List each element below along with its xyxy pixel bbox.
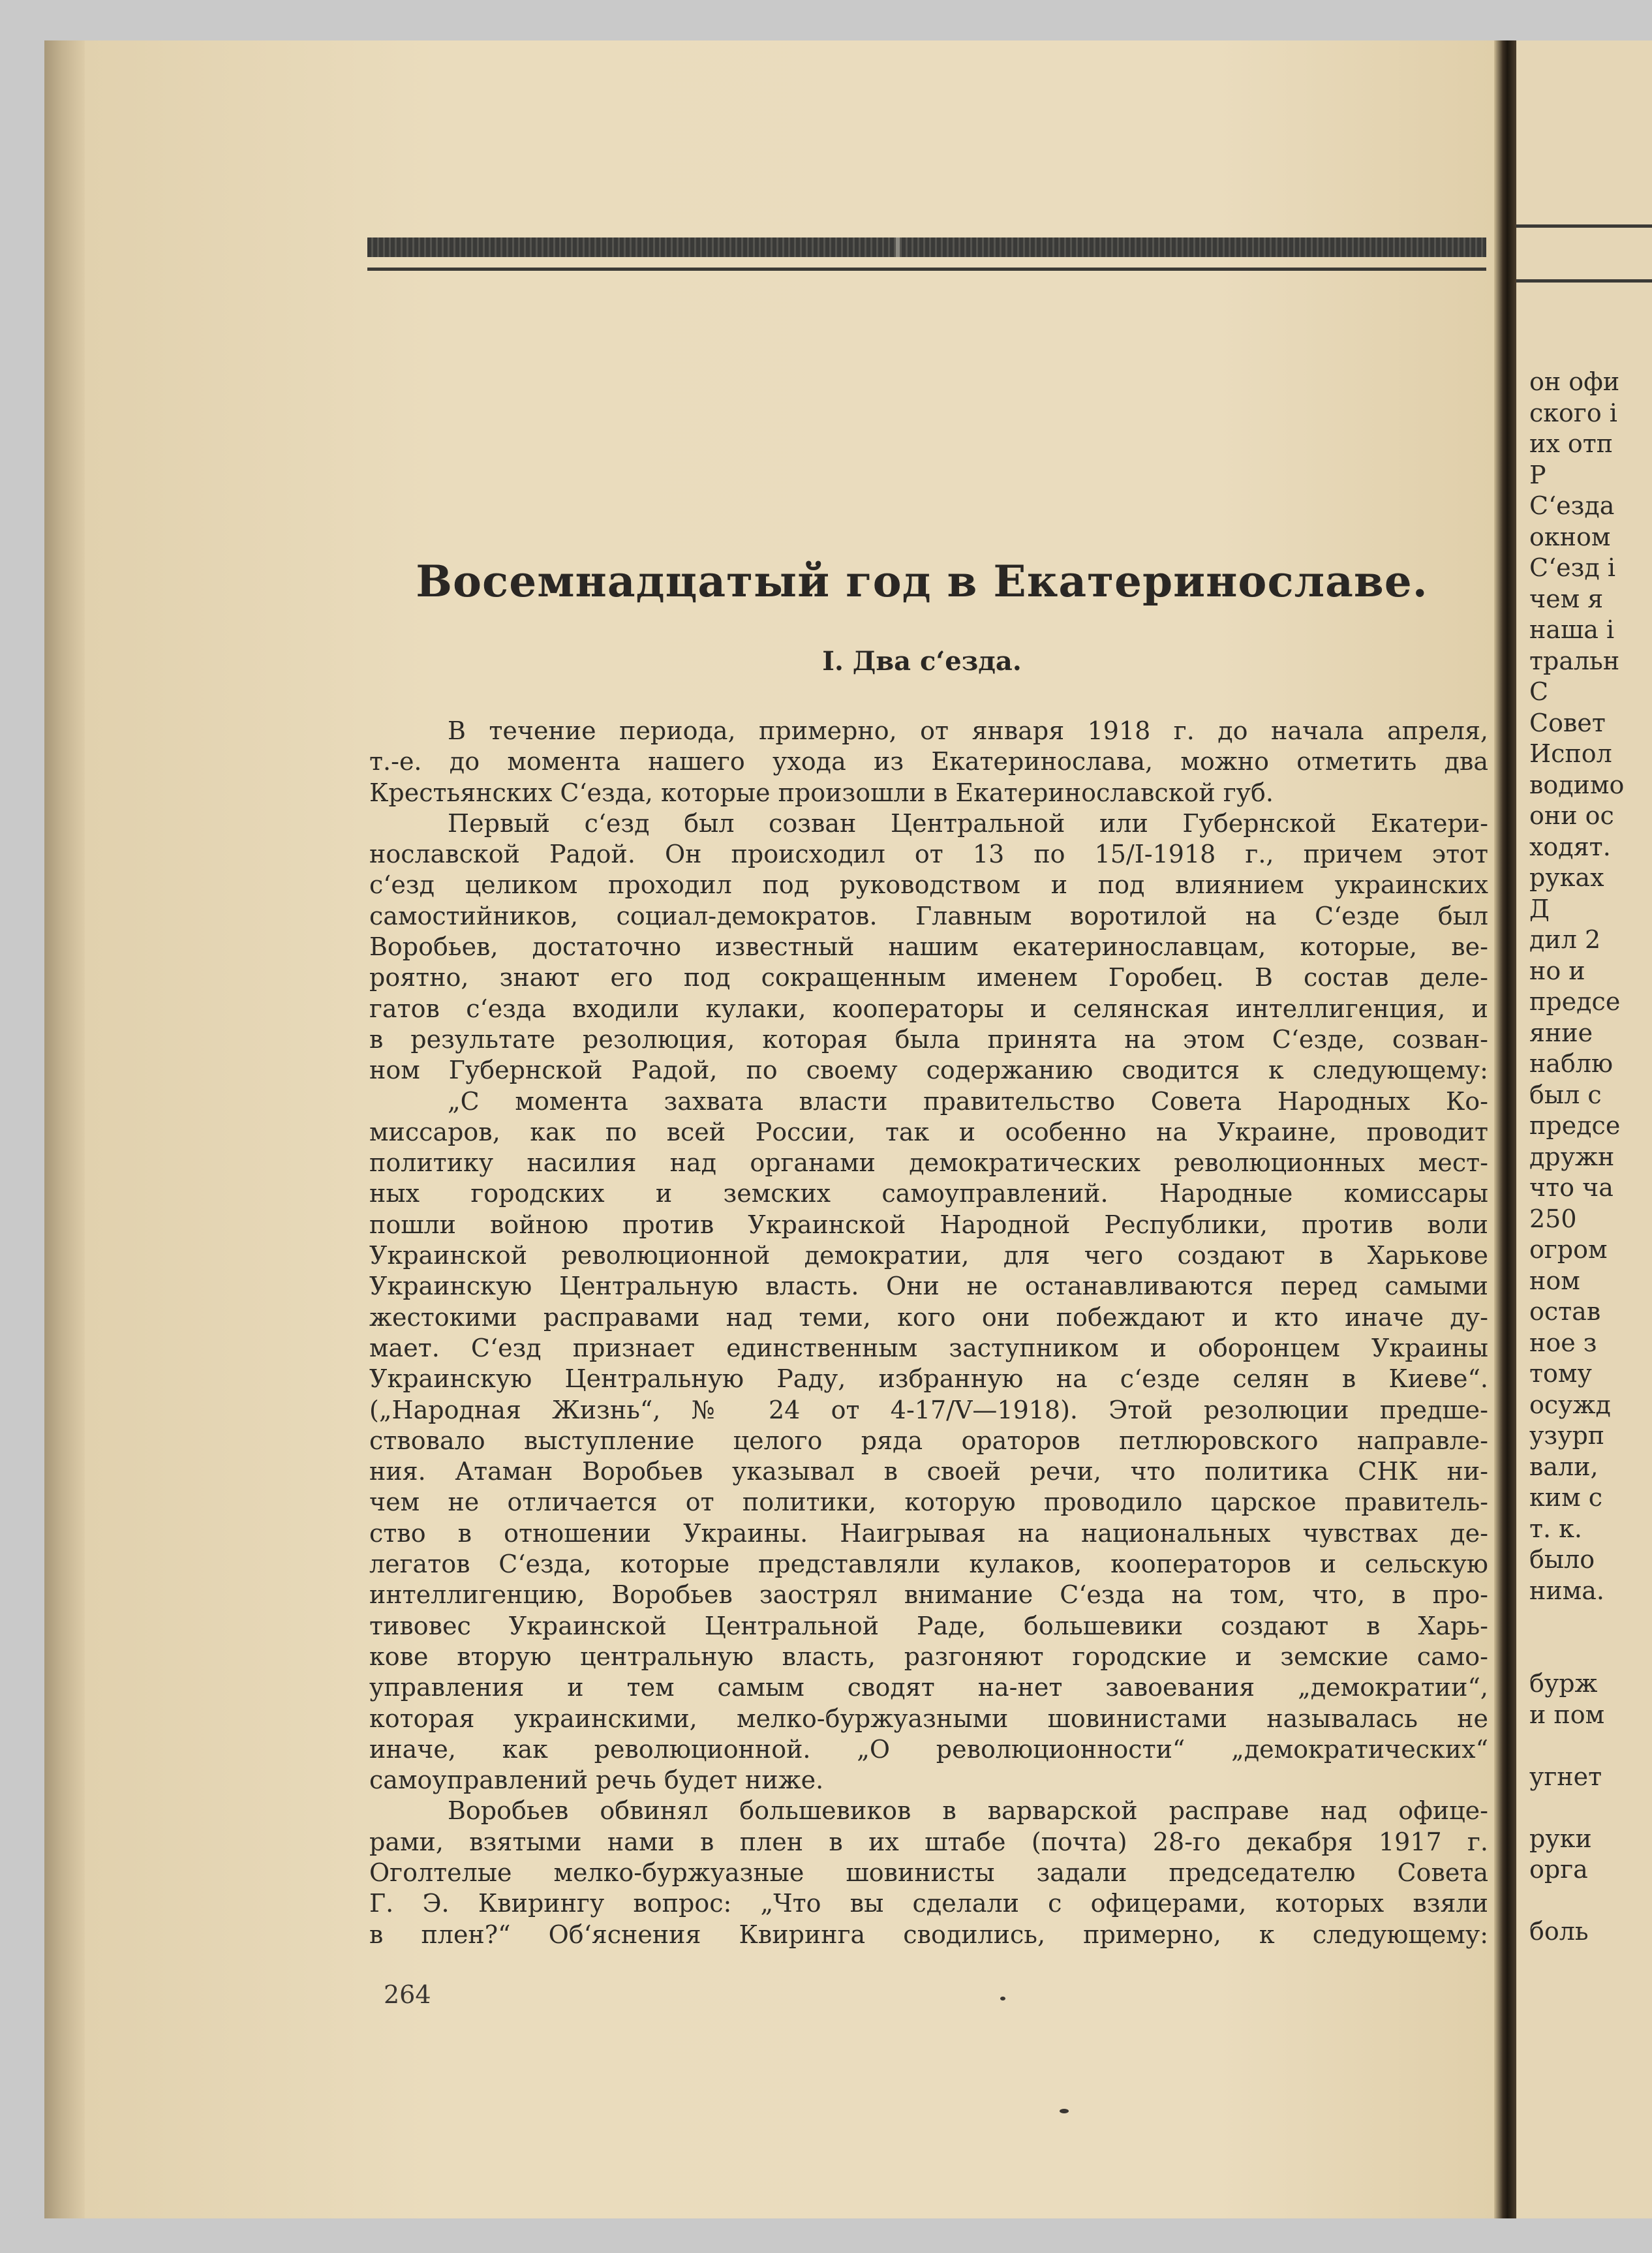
right-page xyxy=(1516,40,1652,2218)
right-page-line: узурп xyxy=(1529,1421,1605,1450)
right-page-line: угнет xyxy=(1529,1762,1602,1791)
right-page-line: дружн xyxy=(1529,1142,1615,1171)
right-page-line: вали, xyxy=(1529,1452,1598,1481)
right-page-line: дил 2 xyxy=(1529,925,1601,954)
body-line: („Народная Жизнь“, № 24 от 4-17/V—1918). Этой резолюции предше- xyxy=(369,1395,1488,1424)
right-header-rule-thin xyxy=(1516,224,1652,228)
right-page-line: С‘езда xyxy=(1529,491,1615,520)
body-line: Воробьев, достаточно известный нашим екатеринославцам, которые, ве- xyxy=(369,932,1488,962)
body-line: в результате резолюция, которая была принята на этом С‘езде, созван- xyxy=(369,1024,1488,1054)
right-page-line: Совет xyxy=(1529,708,1606,737)
page-number: 264 xyxy=(384,1980,431,2009)
right-page-line: т. к. xyxy=(1529,1514,1583,1543)
right-page-line: наблю xyxy=(1529,1049,1614,1078)
right-page-line: был с xyxy=(1529,1080,1602,1109)
right-page-line: боль xyxy=(1529,1917,1589,1946)
right-page-line: бурж xyxy=(1529,1669,1598,1698)
right-page-line: их отп xyxy=(1529,429,1614,458)
body-line: гатов с‘езда входили кулаки, кооператоры и селянская интеллигенция, и xyxy=(369,994,1488,1023)
body-line: тивовес Украинской Центральной Раде, большевики создают в Харь- xyxy=(369,1611,1488,1640)
right-page-line: чем я xyxy=(1529,584,1604,613)
right-page-line: ном xyxy=(1529,1266,1580,1295)
body-line: Украинскую Центральную власть. Они не останавливаются перед самыми xyxy=(369,1272,1488,1301)
right-page-line: они ос xyxy=(1529,801,1614,830)
body-line: ных городских и земских самоуправлений. Народные комиссары xyxy=(369,1179,1488,1208)
body-line: самоуправлений речь будет ниже. xyxy=(369,1766,824,1795)
article-title: Восемнадцатый год в Екатеринославе. xyxy=(416,556,1428,607)
section-heading: I. Два с‘езда. xyxy=(822,646,1022,677)
right-page-line: что ча xyxy=(1529,1173,1614,1202)
body-line: с‘езд целиком проходил под руководством и под влиянием украинских xyxy=(369,870,1488,900)
right-page-line: огром xyxy=(1529,1235,1608,1264)
body-line: ном Губернской Радой, по своему содержанию сводится к следующему: xyxy=(369,1056,1488,1085)
body-line: иначе, как революционной. „О революционности“ „демократических“ xyxy=(369,1734,1488,1764)
body-line: интеллигенцию, Воробьев заострял внимание С‘езда на том, что, в про- xyxy=(369,1580,1488,1610)
right-page-line: ное з xyxy=(1529,1328,1597,1357)
right-page-line: было xyxy=(1529,1545,1595,1574)
header-rule-break xyxy=(896,238,900,257)
body-line: ствовало выступление целого ряда ораторов петлюровского направле- xyxy=(369,1426,1488,1455)
book-scan xyxy=(44,40,1652,2218)
right-page-line: С xyxy=(1529,677,1549,706)
right-page-line: осужд xyxy=(1529,1390,1611,1419)
right-page-line: ходят. xyxy=(1529,832,1611,861)
header-rule-thin xyxy=(367,268,1486,271)
body-line: Крестьянских С‘езда, которые произошли в Екатеринославской губ. xyxy=(369,778,1274,807)
article-body xyxy=(369,716,1488,1950)
right-page-line: Р xyxy=(1529,460,1546,489)
right-page-line xyxy=(1529,1792,1652,1824)
right-page-line xyxy=(1529,1606,1652,1638)
body-line: в плен?“ Об‘яснения Квиринга сводились, примерно, к следующему: xyxy=(369,1920,1488,1949)
right-page-line: Испол xyxy=(1529,739,1612,768)
page-gutter xyxy=(1494,40,1516,2218)
right-page-line: орга xyxy=(1529,1855,1588,1884)
right-page-line: тому xyxy=(1529,1359,1592,1388)
body-line: мает. С‘езд признает единственным заступником и оборонцем Украины xyxy=(369,1333,1488,1362)
body-line: ния. Атаман Воробьев указывал в своей речи, что политика СНК ни- xyxy=(369,1457,1488,1486)
body-line: Оголтелые мелко-буржуазные шовинисты задали председателю Совета xyxy=(369,1858,1488,1887)
right-page-line: остав xyxy=(1529,1297,1601,1326)
body-line: ство в отношении Украины. Наигрывая на национальных чувствах де- xyxy=(369,1518,1488,1548)
body-line: кове вторую центральную власть, разгоняют городские и земские само- xyxy=(369,1642,1488,1671)
right-header-rule-thin xyxy=(1516,279,1652,283)
right-page-line: 250 xyxy=(1529,1204,1577,1233)
right-page-line: предсе xyxy=(1529,1111,1621,1140)
body-line: миссаров, как по всей России, так и особенно на Украине, проводит xyxy=(369,1117,1488,1146)
book-spine xyxy=(44,40,85,2218)
right-page-text xyxy=(1529,367,1652,1948)
body-line: роятно, знают его под сокращенным именем Горобец. В состав деле- xyxy=(369,963,1488,992)
right-page-line: тральн xyxy=(1529,646,1620,675)
print-speck xyxy=(1060,2109,1069,2113)
right-page-line: руках xyxy=(1529,863,1604,892)
right-page-line: руки xyxy=(1529,1824,1592,1853)
body-line: Украинской революционной демократии, для чего создают в Харькове xyxy=(369,1241,1488,1270)
body-line: жестокими расправами над теми, кого они побеждают и кто иначе ду- xyxy=(369,1302,1488,1332)
right-page-line: ского і xyxy=(1529,398,1617,427)
body-line: легатов С‘езда, которые представляли кулаков, кооператоров и сельскую xyxy=(369,1550,1488,1579)
body-line: нославской Радой. Он происходил от 13 по 15/I-1918 г., причем этот xyxy=(369,840,1488,869)
body-line: управления и тем самым сводят на-нет завоевания „демократии“, xyxy=(369,1673,1488,1702)
header-rule-thick xyxy=(367,238,1486,257)
body-line: т.-е. до момента нашего ухода из Екатеринослава, можно отметить два xyxy=(369,747,1488,776)
body-line: самостийников, социал-демократов. Главным воротилой на С‘езде был xyxy=(369,901,1488,930)
right-page-line: и пом xyxy=(1529,1700,1605,1729)
right-page-line: Д xyxy=(1529,894,1550,923)
body-line: Первый с‘езд был созван Центральной или Губернской Екатери- xyxy=(448,808,1488,838)
body-line: В течение периода, примерно, от января 1918 г. до начала апреля, xyxy=(448,716,1488,745)
right-page-line: но и xyxy=(1529,956,1585,985)
body-line: политику насилия над органами демократических революционных мест- xyxy=(369,1148,1488,1178)
body-line: „С момента захвата власти правительство Совета Народных Ко- xyxy=(448,1086,1488,1116)
right-page-line xyxy=(1529,1638,1652,1669)
body-line: Г. Э. Квирингу вопрос: „Что вы сделали с офицерами, которых взяли xyxy=(369,1889,1488,1918)
body-line: Украинскую Центральную Раду, избранную на с‘езде селян в Киеве“. xyxy=(369,1364,1488,1394)
body-line: рами, взятыми нами в плен в их штабе (почта) 28-го декабря 1917 г. xyxy=(369,1827,1488,1856)
print-speck xyxy=(1000,1997,1005,2000)
right-page-line: водимо xyxy=(1529,770,1625,799)
right-page-line: ким с xyxy=(1529,1483,1602,1512)
body-line: Воробьев обвинял большевиков в варварской расправе над офице- xyxy=(448,1796,1488,1826)
right-page-line: наша і xyxy=(1529,615,1615,644)
right-page-line xyxy=(1529,1730,1652,1762)
body-line: чем не отличается от политики, которую проводило царское правитель- xyxy=(369,1488,1488,1517)
right-page-line xyxy=(1529,1886,1652,1917)
right-page-line: он офи xyxy=(1529,367,1620,396)
right-page-line: нима. xyxy=(1529,1576,1604,1605)
right-page-line: предсе xyxy=(1529,987,1621,1016)
right-page-line: яние xyxy=(1529,1018,1593,1047)
right-page-line: С‘езд і xyxy=(1529,553,1615,582)
body-line: пошли войною против Украинской Народной Республики, против воли xyxy=(369,1210,1488,1239)
body-line: которая украинскими, мелко-буржуазными шовинистами называлась не xyxy=(369,1704,1488,1733)
right-page-line: окном xyxy=(1529,522,1611,551)
